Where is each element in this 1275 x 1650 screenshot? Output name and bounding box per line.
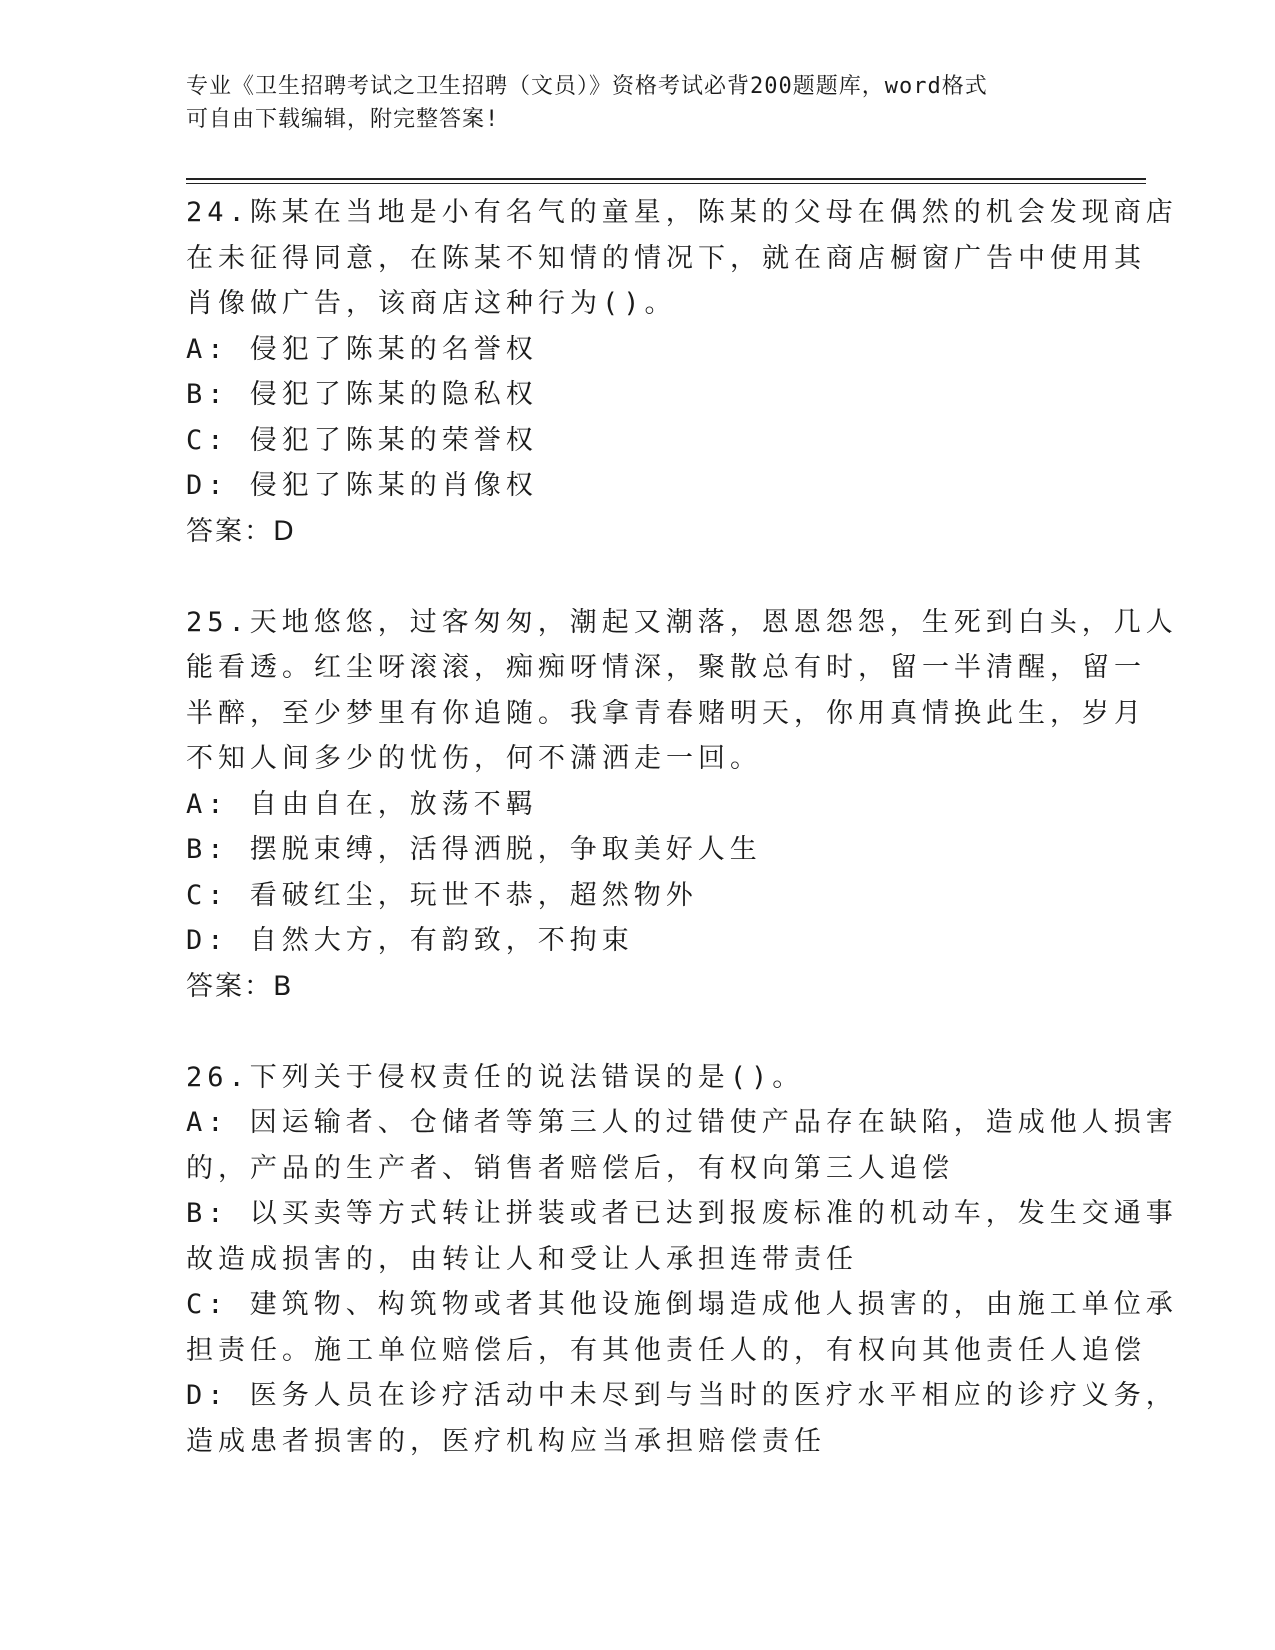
question-stem-line: 肖像做广告，该商店这种行为()。 [186,288,677,319]
option-a-continued: 的，产品的生产者、销售者赔偿后，有权向第三人追偿 [186,1152,954,1184]
option-c: C: 看破红尘，玩世不恭，超然物外 [186,879,698,911]
question-spacer [186,554,1086,600]
question-stem-line: 半醉，至少梦里有你追随。我拿青春赌明天，你用真情换此生，岁月 [186,697,1146,729]
option-a: A: 因运输者、仓储者等第三人的过错使产品存在缺陷，造成他人损害 [186,1107,1178,1138]
header-line-2: 可自由下载编辑，附完整答案! [186,107,500,132]
option-b: B: 侵犯了陈某的隐私权 [186,379,538,410]
question-stem-line: 25.天地悠悠，过客匆匆，潮起又潮落，恩恩怨怨，生死到白头，几人 [186,606,1178,638]
document-header [186,70,1066,136]
header-divider-thin [186,183,1146,184]
question-26 [186,1055,1178,1465]
question-stem-line: 不知人间多少的忧伤，何不潇洒走一回。 [186,743,762,774]
question-spacer [186,1009,1086,1055]
option-a: A: 自由自在，放荡不羁 [186,788,538,820]
header-line-1: 专业《卫生招聘考试之卫生招聘（文员）》资格考试必背200题题库，word格式 [186,74,988,99]
option-b-continued: 故造成损害的，由转让人和受让人承担连带责任 [186,1243,858,1275]
option-c: C: 侵犯了陈某的荣誉权 [186,424,538,456]
option-a: A: 侵犯了陈某的名誉权 [186,333,538,365]
option-d: D: 自然大方，有韵致，不拘束 [186,925,634,956]
question-stem-line: 24.陈某在当地是小有名气的童星，陈某的父母在偶然的机会发现商店 [186,197,1178,228]
header-divider-thick [186,178,1146,180]
option-c-continued: 担责任。施工单位赔偿后，有其他责任人的，有权向其他责任人追偿 [186,1334,1146,1366]
option-d-continued: 造成患者损害的，医疗机构应当承担赔偿责任 [186,1425,826,1457]
question-stem-line: 在未征得同意，在陈某不知情的情况下，就在商店橱窗广告中使用其 [186,242,1146,274]
question-stem-line: 能看透。红尘呀滚滚，痴痴呀情深，聚散总有时，留一半清醒，留一 [186,652,1146,683]
option-b: B: 摆脱束缚，活得洒脱，争取美好人生 [186,834,762,865]
answer-label: 答案：B [186,970,294,1002]
question-25 [186,600,1178,1010]
question-24 [186,190,1178,554]
option-d: D: 侵犯了陈某的肖像权 [186,470,538,501]
option-d: D: 医务人员在诊疗活动中未尽到与当时的医疗水平相应的诊疗义务， [186,1380,1178,1411]
option-c: C: 建筑物、构筑物或者其他设施倒塌造成他人损害的，由施工单位承 [186,1289,1178,1320]
answer-label: 答案：D [186,515,296,547]
option-b: B: 以买卖等方式转让拼装或者已达到报废标准的机动车，发生交通事 [186,1198,1178,1229]
question-list [186,190,1178,1464]
question-stem-line: 26.下列关于侵权责任的说法错误的是()。 [186,1061,805,1093]
